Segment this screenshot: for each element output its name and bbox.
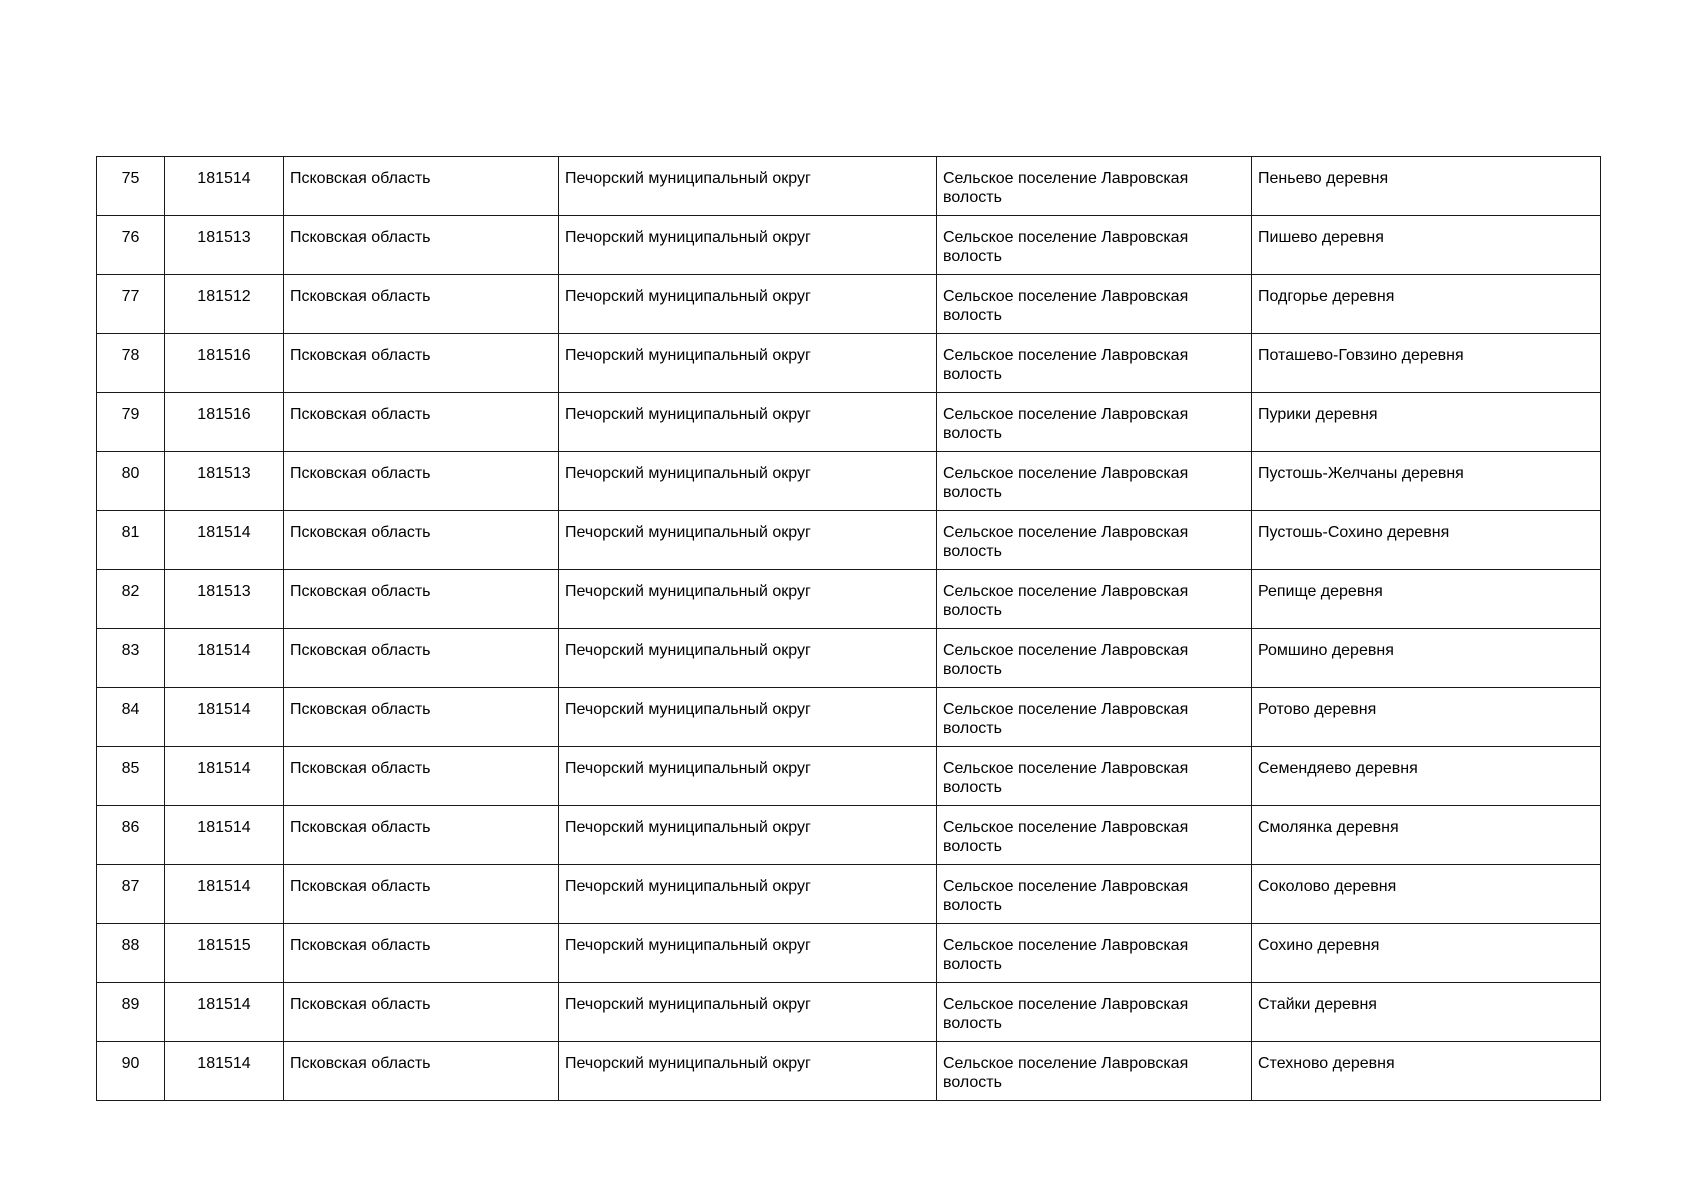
table-row: [97, 216, 1601, 275]
row-number-cell: 80: [97, 452, 165, 511]
locality-cell: Пеньево деревня: [1252, 157, 1601, 216]
region-cell: Псковская область: [284, 865, 559, 924]
locality-cell: Стайки деревня: [1252, 983, 1601, 1042]
district-cell: Печорский муниципальный округ: [559, 747, 937, 806]
table-row: [97, 1042, 1601, 1101]
region-cell: Псковская область: [284, 629, 559, 688]
table-row: [97, 570, 1601, 629]
table-row: [97, 275, 1601, 334]
row-number-cell: 88: [97, 924, 165, 983]
region-cell: Псковская область: [284, 1042, 559, 1101]
region-cell: Псковская область: [284, 570, 559, 629]
table-row: [97, 334, 1601, 393]
postal-index-cell: 181514: [165, 1042, 284, 1101]
district-cell: Печорский муниципальный округ: [559, 275, 937, 334]
postal-index-cell: 181514: [165, 983, 284, 1042]
postal-index-cell: 181516: [165, 393, 284, 452]
locality-cell: Ротово деревня: [1252, 688, 1601, 747]
district-cell: Печорский муниципальный округ: [559, 924, 937, 983]
row-number-cell: 76: [97, 216, 165, 275]
row-number-cell: 86: [97, 806, 165, 865]
postal-index-cell: 181512: [165, 275, 284, 334]
row-number-cell: 83: [97, 629, 165, 688]
region-cell: Псковская область: [284, 216, 559, 275]
row-number-cell: 77: [97, 275, 165, 334]
table-row: [97, 452, 1601, 511]
settlements-table-body: [97, 157, 1601, 1101]
settlements-table: [96, 156, 1601, 1101]
region-cell: Псковская область: [284, 334, 559, 393]
row-number-cell: 85: [97, 747, 165, 806]
postal-index-cell: 181514: [165, 629, 284, 688]
region-cell: Псковская область: [284, 688, 559, 747]
region-cell: Псковская область: [284, 393, 559, 452]
district-cell: Печорский муниципальный округ: [559, 452, 937, 511]
postal-index-cell: 181514: [165, 157, 284, 216]
district-cell: Печорский муниципальный округ: [559, 806, 937, 865]
table-row: [97, 865, 1601, 924]
postal-index-cell: 181514: [165, 747, 284, 806]
table-row: [97, 688, 1601, 747]
settlement-cell: Сельское поселение Лавровская волость: [937, 924, 1252, 983]
settlement-cell: Сельское поселение Лавровская волость: [937, 806, 1252, 865]
region-cell: Псковская область: [284, 511, 559, 570]
district-cell: Печорский муниципальный округ: [559, 216, 937, 275]
row-number-cell: 81: [97, 511, 165, 570]
table-row: [97, 983, 1601, 1042]
row-number-cell: 87: [97, 865, 165, 924]
postal-index-cell: 181514: [165, 806, 284, 865]
postal-index-cell: 181513: [165, 216, 284, 275]
district-cell: Печорский муниципальный округ: [559, 865, 937, 924]
locality-cell: Семендяево деревня: [1252, 747, 1601, 806]
locality-cell: Смолянка деревня: [1252, 806, 1601, 865]
locality-cell: Репище деревня: [1252, 570, 1601, 629]
region-cell: Псковская область: [284, 983, 559, 1042]
locality-cell: Пишево деревня: [1252, 216, 1601, 275]
row-number-cell: 75: [97, 157, 165, 216]
locality-cell: Ромшино деревня: [1252, 629, 1601, 688]
postal-index-cell: 181516: [165, 334, 284, 393]
settlement-cell: Сельское поселение Лавровская волость: [937, 747, 1252, 806]
district-cell: Печорский муниципальный округ: [559, 393, 937, 452]
district-cell: Печорский муниципальный округ: [559, 334, 937, 393]
settlement-cell: Сельское поселение Лавровская волость: [937, 570, 1252, 629]
district-cell: Печорский муниципальный округ: [559, 511, 937, 570]
settlement-cell: Сельское поселение Лавровская волость: [937, 983, 1252, 1042]
table-row: [97, 629, 1601, 688]
district-cell: Печорский муниципальный округ: [559, 983, 937, 1042]
settlement-cell: Сельское поселение Лавровская волость: [937, 452, 1252, 511]
table-row: [97, 747, 1601, 806]
settlement-cell: Сельское поселение Лавровская волость: [937, 1042, 1252, 1101]
table-row: [97, 806, 1601, 865]
postal-index-cell: 181513: [165, 452, 284, 511]
table-row: [97, 157, 1601, 216]
table-row: [97, 393, 1601, 452]
district-cell: Печорский муниципальный округ: [559, 157, 937, 216]
locality-cell: Пурики деревня: [1252, 393, 1601, 452]
table-row: [97, 924, 1601, 983]
region-cell: Псковская область: [284, 157, 559, 216]
district-cell: Печорский муниципальный округ: [559, 570, 937, 629]
postal-index-cell: 181514: [165, 511, 284, 570]
locality-cell: Пустошь-Сохино деревня: [1252, 511, 1601, 570]
settlement-cell: Сельское поселение Лавровская волость: [937, 688, 1252, 747]
locality-cell: Стехново деревня: [1252, 1042, 1601, 1101]
region-cell: Псковская область: [284, 806, 559, 865]
locality-cell: Пустошь-Желчаны деревня: [1252, 452, 1601, 511]
settlement-cell: Сельское поселение Лавровская волость: [937, 216, 1252, 275]
settlement-cell: Сельское поселение Лавровская волость: [937, 393, 1252, 452]
row-number-cell: 78: [97, 334, 165, 393]
postal-index-cell: 181513: [165, 570, 284, 629]
settlement-cell: Сельское поселение Лавровская волость: [937, 629, 1252, 688]
district-cell: Печорский муниципальный округ: [559, 1042, 937, 1101]
settlement-cell: Сельское поселение Лавровская волость: [937, 275, 1252, 334]
locality-cell: Сохино деревня: [1252, 924, 1601, 983]
settlement-cell: Сельское поселение Лавровская волость: [937, 157, 1252, 216]
region-cell: Псковская область: [284, 275, 559, 334]
locality-cell: Соколово деревня: [1252, 865, 1601, 924]
region-cell: Псковская область: [284, 747, 559, 806]
table-row: [97, 511, 1601, 570]
settlement-cell: Сельское поселение Лавровская волость: [937, 334, 1252, 393]
district-cell: Печорский муниципальный округ: [559, 629, 937, 688]
postal-index-cell: 181514: [165, 688, 284, 747]
postal-index-cell: 181514: [165, 865, 284, 924]
region-cell: Псковская область: [284, 452, 559, 511]
locality-cell: Поташево-Говзино деревня: [1252, 334, 1601, 393]
district-cell: Печорский муниципальный округ: [559, 688, 937, 747]
region-cell: Псковская область: [284, 924, 559, 983]
settlement-cell: Сельское поселение Лавровская волость: [937, 511, 1252, 570]
postal-index-cell: 181515: [165, 924, 284, 983]
row-number-cell: 84: [97, 688, 165, 747]
row-number-cell: 89: [97, 983, 165, 1042]
settlement-cell: Сельское поселение Лавровская волость: [937, 865, 1252, 924]
row-number-cell: 82: [97, 570, 165, 629]
row-number-cell: 79: [97, 393, 165, 452]
locality-cell: Подгорье деревня: [1252, 275, 1601, 334]
row-number-cell: 90: [97, 1042, 165, 1101]
